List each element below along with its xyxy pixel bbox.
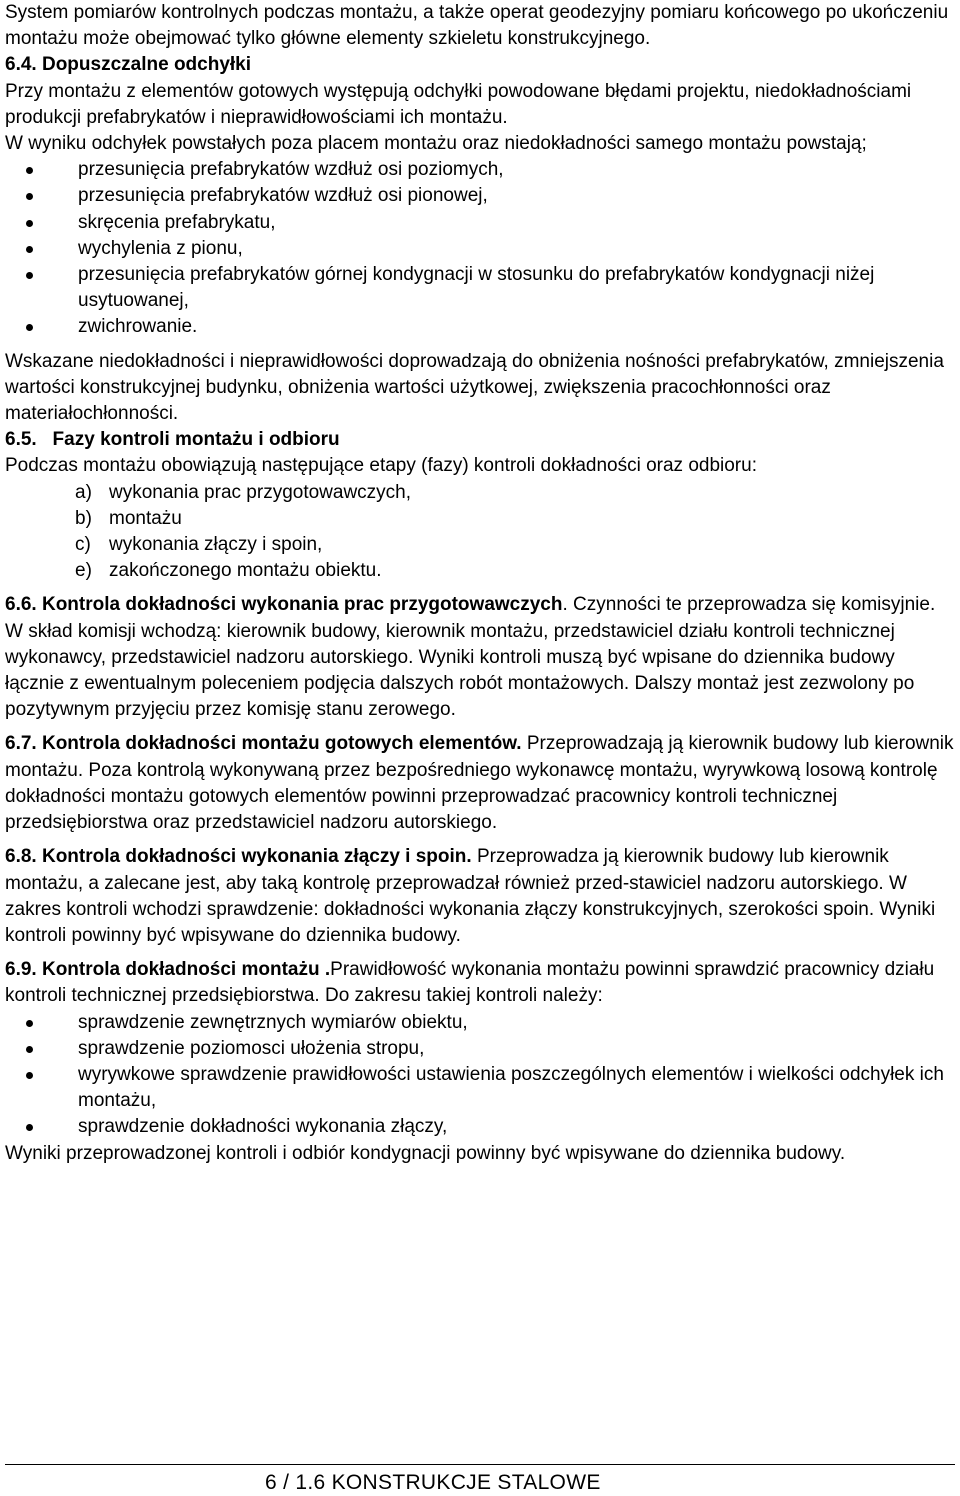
s69-closing-paragraph: Wyniki przeprowadzonej kontroli i odbiór kondygnacji powinny być wpisywane do dziennika budowy. bbox=[5, 1142, 846, 1164]
footer-rule bbox=[5, 1464, 955, 1465]
list-item: zwichrowanie. bbox=[78, 314, 955, 340]
list-item: b) montażu bbox=[75, 507, 182, 529]
s64-bullet-list bbox=[5, 157, 955, 340]
s66-paragraph: 6.6. Kontrola dokładności wykonania prac przygotowawczych. Czynności te przeprowadza się komisyjnie. W skład komisji wchodzą: kierownik budowy, kierownik montażu, przedstawiciel działu kontroli technicznej wykonawcy, przedstawiciel nadzoru autorskiego. Wyniki kontroli muszą być wpisane do dziennika budowy łącznie z ewentualnym poleceniem podjęcia dalszych robót montażowych. Dalszy montaż jest zezwolony po pozytywnym przyjęciu przez komisję stanu zerowego. bbox=[5, 594, 936, 721]
list-item: przesunięcia prefabrykatów wzdłuż osi poziomych, bbox=[78, 157, 955, 183]
s65-phase-list bbox=[5, 480, 955, 585]
s64-paragraph-3: Wskazane niedokładności i nieprawidłowości doprowadzają do obniżenia nośności prefabrykatów, zmniejszenia wartości konstrukcyjnej budynku, obniżenia wartości użytkowej, zwiększenia pracochłonności oraz materiałochłonności. bbox=[5, 350, 944, 425]
list-item: przesunięcia prefabrykatów wzdłuż osi pionowej, bbox=[78, 183, 955, 209]
heading-6-4: 6.4. Dopuszczalne odchyłki bbox=[5, 54, 252, 76]
list-item: wyrywkowe sprawdzenie prawidłowości ustawienia poszczególnych elementów i wielkości odchyłek ich montażu, bbox=[78, 1062, 955, 1114]
s69-bullet-list bbox=[5, 1010, 955, 1141]
list-item: c) wykonania złączy i spoin, bbox=[75, 534, 323, 556]
heading-6-9: 6.9. Kontrola dokładności montażu . bbox=[5, 959, 331, 981]
s64-paragraph-2: W wyniku odchyłek powstałych poza placem montażu oraz niedokładności samego montażu powstają; bbox=[5, 133, 867, 155]
intro-paragraph: System pomiarów kontrolnych podczas montażu, a także operat geodezyjny pomiaru końcowego po ukończeniu montażu może obejmować tylko główne elementy szkieletu konstrukcyjnego. bbox=[5, 2, 949, 50]
heading-6-7: 6.7. Kontrola dokładności montażu gotowych elementów. bbox=[5, 733, 522, 755]
heading-6-8: 6.8. Kontrola dokładności wykonania złączy i spoin. bbox=[5, 846, 472, 868]
page-footer: 6 / 1.6 KONSTRUKCJE STALOWE bbox=[265, 1471, 601, 1494]
list-item: sprawdzenie zewnętrznych wymiarów obiektu, bbox=[78, 1010, 955, 1036]
list-item: sprawdzenie poziomosci ułożenia stropu, bbox=[78, 1036, 955, 1062]
heading-6-5: 6.5. Fazy kontroli montażu i odbioru bbox=[5, 429, 340, 451]
s68-paragraph: 6.8. Kontrola dokładności wykonania złączy i spoin. Przeprowadza ją kierownik budowy lub kierownik montażu, a zalecane jest, aby taką kontrolę przeprowadzał również przed-stawiciel nadzoru autorskiego. W zakres kontroli wchodzi sprawdzenie: dokładności wykonania złączy konstrukcyjnych, szerokości spoin. Wyniki kontroli powinny być wpisywane do dziennika budowy. bbox=[5, 846, 936, 946]
list-item: przesunięcia prefabrykatów górnej kondygnacji w stosunku do prefabrykatów kondygnacji niżej usytuowanej, bbox=[78, 262, 955, 314]
list-item: skręcenia prefabrykatu, bbox=[78, 210, 955, 236]
list-item: wychylenia z pionu, bbox=[78, 236, 955, 262]
heading-6-6: 6.6. Kontrola dokładności wykonania prac przygotowawczych bbox=[5, 594, 563, 616]
list-item: e) zakończonego montażu obiektu. bbox=[75, 560, 382, 582]
s65-paragraph-1: Podczas montażu obowiązują następujące etapy (fazy) kontroli dokładności oraz odbioru: bbox=[5, 455, 757, 477]
document-page bbox=[5, 0, 955, 1167]
s64-paragraph-1: Przy montażu z elementów gotowych występują odchyłki powodowane błędami projektu, niedokładnościami produkcji prefabrykatów i nieprawidłowościami ich montażu. bbox=[5, 80, 912, 128]
s69-paragraph: 6.9. Kontrola dokładności montażu .Prawidłowość wykonania montażu powinni sprawdzić pracownicy działu kontroli technicznej przedsiębiorstwa. Do zakresu takiej kontroli należy: bbox=[5, 959, 935, 1007]
s67-paragraph: 6.7. Kontrola dokładności montażu gotowych elementów. Przeprowadzają ją kierownik budowy lub kierownik montażu. Poza kontrolą wykonywaną przez bezpośredniego wykonawcę montażu, wyrywkową losową kontrolę dokładności montażu gotowych elementów powinni przeprowadzać pracownicy kontroli technicznej przedsiębiorstwa oraz przedstawiciel nadzoru autorskiego. bbox=[5, 733, 954, 834]
list-item: a) wykonania prac przygotowawczych, bbox=[75, 481, 412, 503]
list-item: sprawdzenie dokładności wykonania złączy, bbox=[78, 1114, 955, 1140]
